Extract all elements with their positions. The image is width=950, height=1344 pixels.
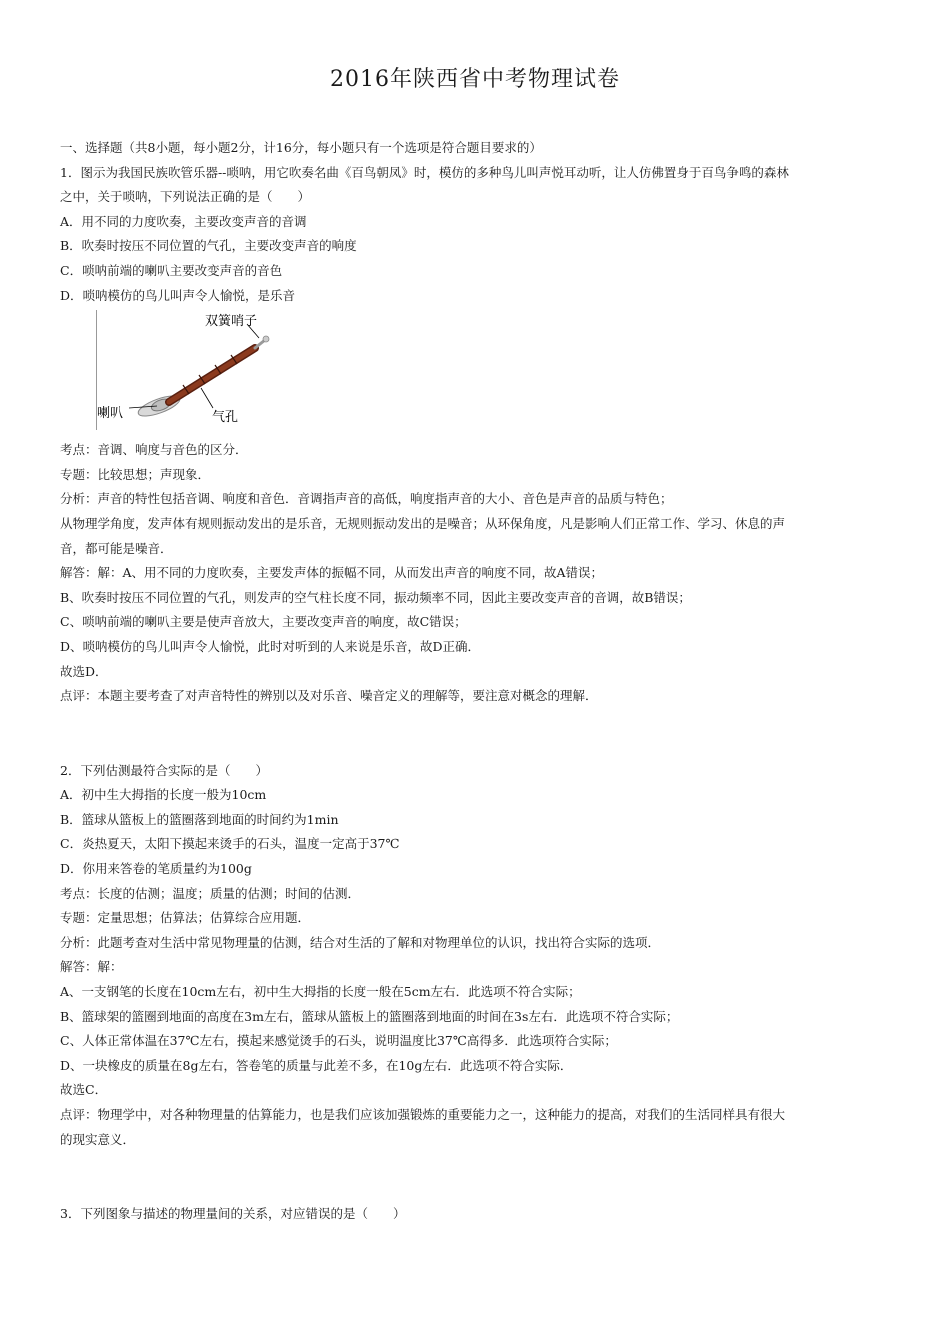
label-reed: 双簧哨子 (205, 314, 258, 330)
q1-jieda-a: 解答：解：A、用不同的力度吹奏，主要发声体的振幅不同，从而发出声音的响度不同，故A错误； (60, 565, 604, 581)
label-air-hole: 气孔 (212, 410, 239, 426)
q1-answer: 故选D． (60, 663, 108, 679)
section-header: 一、选择题（共8小题，每小题2分，计16分，每小题只有一个选项是符合题目要求的） (60, 140, 542, 155)
q2-stem: 2．下列估测最符合实际的是（ ） (60, 762, 268, 778)
spacer (60, 1152, 896, 1202)
q1-kaodian: 考点：音调、响度与音色的区分． (60, 442, 248, 458)
q2-option-b: B．篮球从篮板上的篮圈落到地面的时间约为1min (60, 811, 339, 827)
q2-option-d: D．你用来答卷的笔质量约为100g (60, 861, 252, 877)
q1-option-b: B．吹奏时按压不同位置的气孔，主要改变声音的响度 (60, 238, 357, 254)
q1-stem-line2: 之中，关于唢呐，下列说法正确的是（ ） (60, 189, 311, 205)
q2-option-a: A．初中生大拇指的长度一般为10cm (60, 787, 267, 803)
q1-fenxi-line3: 音，都可能是噪音． (60, 540, 173, 556)
q2-zhuanti: 专题：定量思想；估算法；估算综合应用题． (60, 910, 311, 926)
q1-jieda-b: B、吹奏时按压不同位置的气孔，则发声的空气柱长度不同，振动频率不同，因此主要改变声音的音调，故B错误； (60, 589, 691, 605)
q1-option-d: D．唢呐模仿的鸟儿叫声令人愉悦，是乐音 (60, 287, 296, 303)
q1-jieda-d: D、唢呐模仿的鸟儿叫声令人愉悦，此时对听到的人来说是乐音，故D正确． (60, 638, 481, 654)
label-horn: 喇叭 (97, 406, 124, 422)
q2-option-c: C．炎热夏天，太阳下摸起来烫手的石头，温度一定高于37℃ (60, 836, 400, 852)
q1-dianping: 点评：本题主要考查了对声音特性的辨别以及对乐音、噪音定义的理解等，要注意对概念的理解． (60, 688, 598, 704)
q1-option-a: A．用不同的力度吹奏，主要改变声音的音调 (60, 213, 307, 229)
q2-answer: 故选C． (60, 1082, 108, 1098)
exam-body (60, 136, 896, 1227)
spacer (60, 709, 896, 759)
q2-jieda-c: C、人体正常体温在37℃左右，摸起来感觉烫手的石头，说明温度比37℃高得多．此选项符合实际； (60, 1033, 617, 1049)
q2-dianping-line2: 的现实意义． (60, 1131, 136, 1147)
q1-fenxi-line1: 分析：声音的特性包括音调、响度和音色．音调指声音的高低，响度指声音的大小、音色是声音的品质与特色； (60, 491, 673, 507)
q1-stem-line1: 1．图示为我国民族吹管乐器--唢呐，用它吹奏名曲《百鸟朝凤》时，模仿的多种鸟儿叫声悦耳动听，让人仿佛置身于百鸟争鸣的森林 (60, 164, 789, 180)
page-title: 2016年陕西省中考物理试卷 (330, 67, 620, 92)
q2-jieda-b: B、篮球架的篮圈到地面的高度在3m左右，篮球从篮板上的篮圈落到地面的时间在3s左右．此选项不符合实际； (60, 1008, 679, 1024)
q2-fenxi: 分析：此题考查对生活中常见物理量的估测，结合对生活的了解和对物理单位的认识，找出符合实际的选项． (60, 934, 661, 950)
q1-option-c: C．唢呐前端的喇叭主要改变声音的音色 (60, 262, 283, 278)
suona-figure (96, 310, 272, 430)
q2-jieda: 解答：解： (60, 959, 123, 975)
q2-jieda-a: A、一支钢笔的长度在10cm左右，初中生大拇指的长度一般在5cm左右．此选项不符合实际； (60, 984, 581, 1000)
q1-zhuanti: 专题：比较思想；声现象． (60, 466, 211, 482)
q2-kaodian: 考点：长度的估测；温度；质量的估测；时间的估测． (60, 885, 361, 901)
q2-dianping-line1: 点评：物理学中，对各种物理量的估算能力，也是我们应该加强锻炼的重要能力之一，这种能力的提高，对我们的生活同样具有很大 (60, 1107, 786, 1122)
q1-jieda-c: C、唢呐前端的喇叭主要是使声音放大，主要改变声音的响度，故C错误； (60, 614, 467, 630)
q3-stem: 3．下列图象与描述的物理量间的关系，对应错误的是（ ） (60, 1206, 406, 1222)
q1-fenxi-line2: 从物理学角度，发声体有规则振动发出的是乐音，无规则振动发出的是噪音；从环保角度，凡是影响人们正常工作、学习、休息的声 (60, 515, 786, 531)
q2-jieda-d: D、一块橡皮的质量在8g左右，答卷笔的质量与此差不多，在10g左右．此选项不符合实际． (60, 1057, 573, 1073)
